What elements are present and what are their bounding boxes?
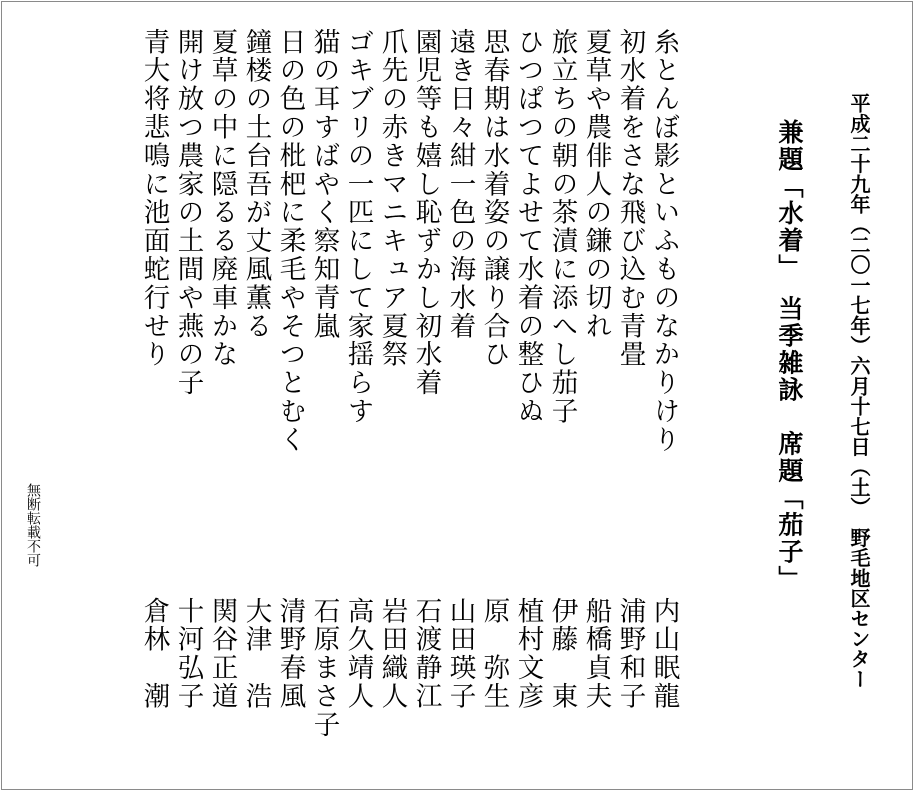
haiku-text: 園児等も嬉し恥ずかし初水着 xyxy=(410,28,442,398)
haiku-author: 倉林 潮 xyxy=(138,597,170,711)
haiku-author: 石渡静江 xyxy=(410,597,442,711)
haiku-author: 植村文彦 xyxy=(512,597,544,711)
haiku-text: 思春期は水着姿の譲り合ひ xyxy=(478,28,510,369)
theme-line: 兼題「水着」 当季雑詠 席題「茄子」 xyxy=(775,119,804,593)
haiku-text: 鐘楼の土台吾が丈風薫る xyxy=(240,28,272,341)
haiku-text: 開け放つ農家の土間や燕の子 xyxy=(172,28,204,398)
copyright-notice: 無断転載不可 xyxy=(25,483,41,567)
haiku-author: 浦野和子 xyxy=(614,597,646,711)
haiku-text: 糸とんぼ影といふものなかりけり xyxy=(648,28,680,454)
haiku-text: 夏草の中に隠るる廃車かな xyxy=(206,28,238,369)
haiku-text: ひつぱつてよせて水着の整ひぬ xyxy=(512,28,544,426)
haiku-author: 岩田織人 xyxy=(376,597,408,711)
haiku-author: 大津 浩 xyxy=(240,597,272,711)
haiku-author: 高久靖人 xyxy=(342,597,374,711)
haiku-text: 遠き日々紺一色の海水着 xyxy=(444,28,476,341)
haiku-author: 清野春風 xyxy=(274,597,306,711)
haiku-author: 内山眠龍 xyxy=(648,597,680,711)
haiku-text: 日の色の枇杷に柔毛やそつとむく xyxy=(274,28,306,454)
haiku-text: 初水着をさな飛び込む青畳 xyxy=(614,28,646,369)
haiku-text: 旅立ちの朝の茶漬に添へし茄子 xyxy=(546,28,578,426)
haiku-text: 爪先の赤きマニキュア夏祭 xyxy=(376,28,408,369)
haiku-author: 原 弥生 xyxy=(478,597,510,711)
haiku-text: 夏草や農俳人の鎌の切れ xyxy=(580,28,612,341)
event-header: 平成二十九年（二〇一七年）六月十七日（土） 野毛地区センター xyxy=(847,93,871,689)
haiku-author: 船橋貞夫 xyxy=(580,597,612,711)
haiku-author: 伊藤 東 xyxy=(546,597,578,711)
haiku-author: 関谷正道 xyxy=(206,597,238,711)
haiku-author: 山田瑛子 xyxy=(444,597,476,711)
haiku-text: 猫の耳すばやく察知青嵐 xyxy=(308,28,340,341)
haiku-text: ゴキブリの一匹にして家揺らす xyxy=(342,28,374,426)
haiku-author: 石原まさ子 xyxy=(308,597,340,739)
haiku-text: 青大将悲鳴に池面蛇行せり xyxy=(138,28,170,369)
haiku-author: 十河弘子 xyxy=(172,597,204,711)
